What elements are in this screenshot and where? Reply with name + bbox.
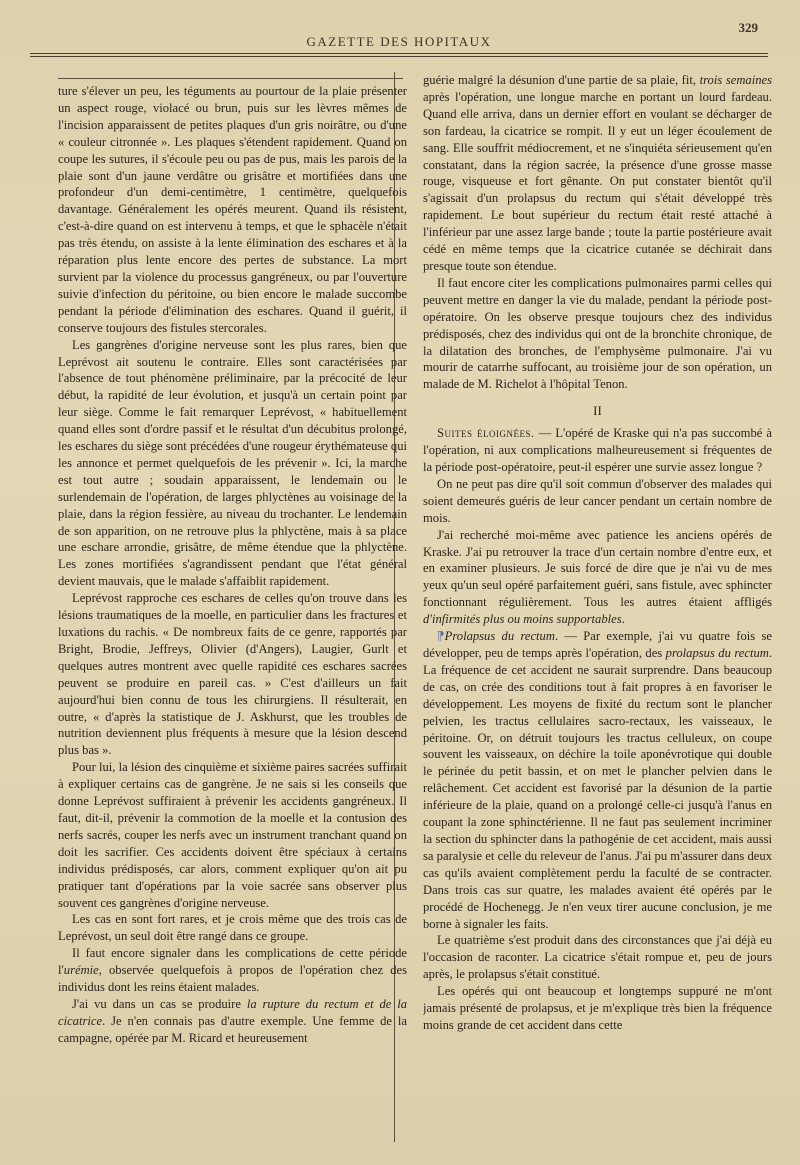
paragraph: Pour lui, la lésion des cinquième et sixième paires sacrées suffirait à expliquer certains cas de gangrène. Je ne sais si les conseils que donne Leprévost suffiraient à prévenir les accidents gangréneux. Il faut, dit-il, prévenir la commotion de la moelle et la contusion des nerfs sacrés, couper les nerfs avec un instrument tranchant quand on doit les sacrifier. Ces accidents doivent être spéciaux à certains individus prédisposés, car alors, comment expliquer qu'on ait pu pratiquer tant d'opérations par la voie sacrée sans observer plus souvent ces gangrènes d'origine nerveuse. <box>58 760 407 910</box>
paragraph: Il faut encore citer les complications pulmonaires parmi celles qui peuvent mettre en danger la vie du malade, pendant la période post-opératoire. On les observe presque toujours chez des individus prédisposés, chez des individus qui ont de la bronchite chronique, de la dilatation des bronches, de l'emphysème pulmonaire. J'ai vu mourir de catarrhe suffocant, au troisième jour de son opération, un malade de M. Richelot à l'hôpital Tenon. <box>423 275 772 392</box>
text-run: Il faut encore signaler dans les complications de cette période l' <box>58 946 407 978</box>
paragraph: Les opérés qui ont beaucoup et longtemps suppuré ne m'ont jamais présenté de prolapsus, et je m'explique très bien la fréquence moins grande de cet accident dans cette <box>423 984 772 1032</box>
italic-term: d'infirmités plus ou moins supportables <box>423 612 622 627</box>
italic-term: urémie <box>63 963 99 978</box>
section-heading: Suites éloignées. <box>437 426 535 441</box>
paragraph <box>58 996 407 1047</box>
text-run: guérie malgré la désunion d'une partie de sa plaie, fit, <box>423 73 700 87</box>
text-run: , observée quelquefois à propos de l'opération chez des individus dont les reins étaient malades. <box>58 963 407 995</box>
paragraph: Leprévost rapproche ces eschares de celles qu'on trouve dans les lésions traumatiques de la moelle, en particulier dans les fractures et luxations du rachis. « De nombreux faits de ce genre, rapportés par Bright, Brodie, Jeffreys, Olivier (d'Angers), Laugier, Gurlt et quelques autres montrent avec quelle rapidité ces eschares sacrées peuvent se produire en pareil cas. » C'est d'ailleurs un fait aujourd'hui bien connu de tous les chirurgiens. Il résulterait, en outre, « d'après la statistique de J. Askhurst, que les troubles de nutrition deviennent plus fréquents à mesure que la lésion descend plus bas ». <box>58 591 407 758</box>
paragraph: ture s'élever un peu, les téguments au pourtour de la plaie présenter un aspect rouge, violacé ou brun, puis sur les lèvres mêmes de l'incision apparaissent de petites plaques d'un gris noirâtre, ou d'une « couleur citronnée ». Les plaques s'étendent rapidement. Quand on coupe les sutures, il s'écoule peu ou pas de pus, mais les parois de la plaie sont d'un jaune verdâtre ou grisâtre et mortifiées dans une profondeur d'un demi-centimètre, 1 centimètre, quelquefois davantage. Généralement les opérés meurent. Quand ils résistent, c'est-à-dire quand on est intervenu à temps, et que le sphacèle n'était pas très étendu, on assiste à la lente élimination des eschares et à la réparation plus lente encore des pertes de substance. La mort survient par la violence du processus gangréneux, ou par l'ouverture suivie d'infection du péritoine, ou bien encore le malade succombe pendant la période d'élimination des eschares. Quand il guérit, il conserve toujours des fistules stercorales. <box>58 84 407 335</box>
page-number: 329 <box>738 20 758 35</box>
paragraph: Les cas en sont fort rares, et je crois même que des trois cas de Leprévost, un seul doit être rangé dans ce groupe. <box>58 912 407 944</box>
subsection-heading: Prolapsus du rectum <box>444 629 555 644</box>
text-run: — L'opéré de Kraske qui n'a pas succombé à l'opération, ni aux complications malheureusement si fréquentes de la période post-opératoire, peut-il espérer une survie assez longue ? <box>423 426 772 475</box>
text-run: . Je n'en connais pas d'autre exemple. Une femme de la campagne, opérée par M. Ricard et heureusement <box>58 1013 407 1045</box>
left-column <box>58 72 407 1145</box>
text-run: . — Par exemple, j'ai vu quatre fois se développer, peu de temps après l'opération, des <box>423 629 772 660</box>
italic-term: trois semaines <box>699 73 772 87</box>
paragraph: Les gangrènes d'origine nerveuse sont les plus rares, bien que Leprévost ait soutenu le contraire. Elles sont caractérisées par l'absence de tout phénomène préliminaire, par la précocité de leur début, la rapidité de leur évolution, et jusqu'à un certain point par leur siège. Comme le fait remarquer Leprévost, « habituellement quand elles sont d'ordre passif et le résultat d'un décubitus prolongé, les eschares du siège sont précédées d'une rougeur érythémateuse qui les annonce et permet quelquefois de les prévenir ». Ici, la marche est tout autre ; soudain apparaissent, le lendemain ou le surlendemain de l'opération, de larges phlyctènes au voisinage de la plaie, dans la région fessière, au niveau du trochanter. Le lendemain de son apparition, on ne retrouve plus la phlyctène, mais à sa place une eschare arrondie, grisâtre, de même étendue que la phlyctène. Les zones mortifiées s'agrandissent pendant que l'état général devient mauvais, que le malade s'affaiblit rapidement. <box>58 337 407 589</box>
paragraph <box>423 425 772 476</box>
text-run: après l'opération, une longue marche en portant un lourd fardeau. Quand elle arriva, dans un dernier effort en voulant se décharger de son fardeau, la cicatrice se rompit. Il y eut un léger écoulement de sang. Elle souffrit médiocrement, et ne s'inquiéta sérieusement qu'en constatant, dans la région sacrée, la présence d'une grosse masse rouge, visqueuse et fort gênante. On put constater bientôt qu'il s'agissait d'un prolapsus du rectum qui s'était développé très rapidement. Le bout supérieur du rectum était resté attaché à l'inférieur par une assez large bande ; toute la partie postérieure avait cédé en même temps que la cicatrice cutanée se déchirait dans presque toute son étendue. <box>423 89 772 273</box>
annotation-mark-icon: ⁋ <box>437 629 445 644</box>
paragraph <box>423 628 772 932</box>
italic-term: la rupture du rectum et de la cicatrice <box>58 996 407 1028</box>
running-title: GAZETTE DES HOPITAUX <box>306 34 492 49</box>
paragraph <box>423 527 772 628</box>
page-header <box>30 20 768 60</box>
text-run: J'ai vu dans un cas se produire <box>72 996 247 1011</box>
text-run: . La fréquence de cet accident ne saurait surprendre. Dans beaucoup de cas, on crée des conditions tout à fait propres à en favoriser le développement. Les moyens de fixité du rectum sont le plancher pelvien, les tractus cellulaires sacro-rectaux, les vaisseaux, le péritoine. Or, on détruit toujours les tractus celluleux, on coupe souvent les vaisseaux, on déchire la toile aponévrotique qui double le périnée du petit bassin, et on met le plancher pelvien dans le relâchement. Cet accident est favorisé par la désunion de la partie inférieure de la plaie, quand on a prolongé celle-ci jusqu'à l'anus en coupant la zone sphinctérienne. Il ne faut pas seulement incriminer la section du sphincter dans la pathogénie de cet accident, mais aussi sa paralysie et celle du releveur de l'anus. J'ai pu m'assurer dans deux cas qu'ils avaient complètement perdu la faculté de se contracter. Dans trois cas sur quatre, les malades avaient été opérés par le procédé de Hochenegg. Je n'en veux tirer aucune conclusion, je me borne à signaler les faits. <box>423 646 772 931</box>
paragraph <box>423 72 772 275</box>
text-run: J'ai recherché moi-même avec patience les anciens opérés de Kraske. J'ai pu retrouver la trace d'un certain nombre d'entre eux, et en examiner plusieurs. Je suis forcé de dire que je n'ai vu de mes yeux qu'un seul opéré parfaitement guéri, sans fistule, avec sphincter fonctionnant régulièrement. Tous les autres étaient affligés <box>423 527 772 610</box>
italic-term: prolapsus du rectum <box>665 646 769 660</box>
column-top-rule <box>58 78 403 79</box>
paragraph: On ne peut pas dire qu'il soit commun d'observer des malades qui soient demeurés guéris de leur cancer pendant un certain nombre de mois. <box>423 476 772 525</box>
text-run: . <box>621 612 625 627</box>
paragraph <box>58 945 407 996</box>
right-column <box>423 72 772 1145</box>
section-number: II <box>593 403 602 419</box>
header-rule <box>30 53 768 57</box>
paragraph: Le quatrième s'est produit dans des circonstances que j'ai déjà eu l'occasion de raconter. La cicatrice s'était rompue et, peu de jours après, le prolapsus s'était constitué. <box>423 933 772 982</box>
text-columns <box>58 72 772 1145</box>
